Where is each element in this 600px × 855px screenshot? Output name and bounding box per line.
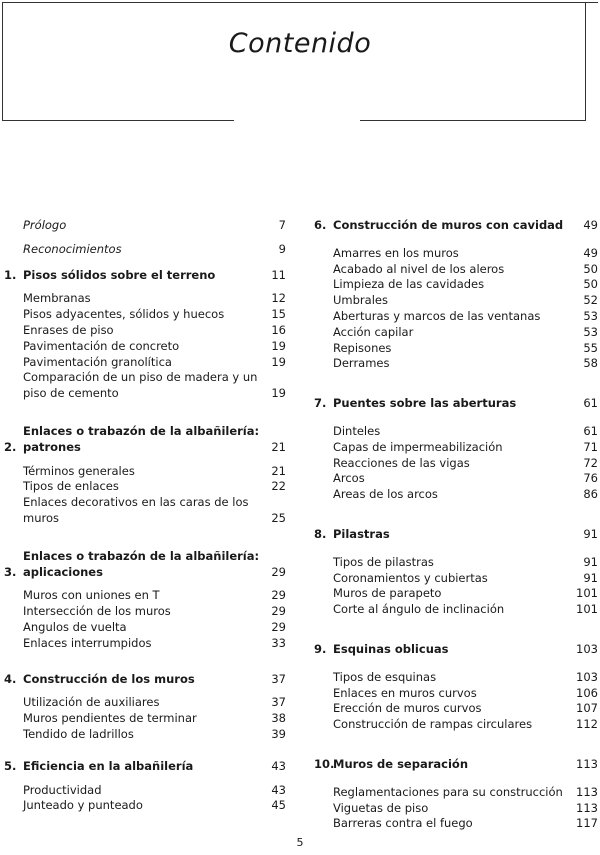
toc-page-number: 29: [271, 588, 286, 603]
toc-chapter-block: [314, 527, 598, 618]
toc-page-number: 29: [271, 619, 286, 634]
toc-page-number: 49: [583, 245, 598, 260]
toc-page-number: 58: [583, 356, 598, 371]
header-frame-left: [2, 2, 3, 120]
toc-page-number: 113: [576, 800, 598, 815]
toc-page-number: 25: [271, 510, 286, 525]
toc-chapter-title: Construcción de los muros: [23, 671, 195, 686]
toc-chapter-block: [4, 549, 286, 652]
toc-chapter-number: 6.: [314, 218, 327, 232]
toc-chapter-heading: [314, 218, 598, 234]
toc-subentry-title: Aberturas y marcos de las ventanas: [333, 308, 541, 323]
toc-page-number: 37: [271, 671, 286, 686]
toc-subentry: [314, 325, 598, 341]
toc-page-number: 50: [583, 261, 598, 276]
toc-chapter-number: 4.: [4, 671, 17, 686]
toc-chapter-title: Pilastras: [333, 526, 390, 541]
toc-subentry: [314, 670, 598, 686]
toc-subentry-title: Tipos de enlaces: [23, 479, 119, 494]
toc-page-number: 103: [576, 669, 598, 684]
toc-page-number: 101: [576, 602, 598, 617]
toc-subentry: [314, 356, 598, 372]
toc-page-number: 45: [271, 798, 286, 813]
toc-subentry-title: Angulos de vuelta: [23, 619, 127, 634]
toc-chapter-title: Pisos sólidos sobre el terreno: [23, 267, 216, 282]
toc-chapter-title: Eficiencia en la albañilería: [23, 758, 194, 773]
toc-chapter-heading: [4, 549, 286, 581]
toc-chapter-block: [314, 396, 598, 503]
toc-page-number: 9: [278, 241, 286, 256]
header-frame-rule-right: [360, 120, 586, 121]
toc-subentry: [314, 801, 598, 817]
toc-subentry-title: Términos generales: [23, 463, 135, 478]
toc-subentry-title: Reglamentaciones para su construcción: [333, 784, 563, 799]
toc-subentry: [314, 424, 598, 440]
toc-subentry-title: Enlaces en muros curvos: [333, 685, 477, 700]
toc-page-number: 91: [583, 554, 598, 569]
toc-subentry-title: Pavimentación de concreto: [23, 338, 180, 353]
toc-chapter-title: Puentes sobre las aberturas: [333, 396, 517, 411]
toc-subentry: [4, 323, 286, 339]
toc-subentry: [4, 636, 286, 652]
toc-column-right: [314, 218, 598, 832]
toc-page-number: 52: [583, 293, 598, 308]
toc-chapter-heading: [314, 757, 598, 773]
toc-page-number: 55: [583, 340, 598, 355]
toc-chapter-heading: [4, 424, 286, 456]
toc-subentry: [4, 495, 286, 527]
toc-subentry: [4, 370, 286, 402]
toc-subentry-title: Utilización de auxiliares: [23, 695, 160, 710]
toc-chapter-number: 1.: [4, 267, 17, 282]
toc-page-number: 53: [583, 308, 598, 323]
toc-page-number: 16: [271, 322, 286, 337]
toc-column-left: [4, 218, 286, 814]
toc-chapter-heading: [4, 759, 286, 775]
toc-subentry: [314, 816, 598, 832]
toc-page-number: 113: [576, 784, 598, 799]
toc-subentry: [314, 440, 598, 456]
toc-subentry-title: Junteado y punteado: [23, 798, 143, 813]
toc-chapter-title: Enlaces o trabazón de la albañilería: aplicaciones: [23, 548, 260, 579]
toc-chapter-heading: [314, 527, 598, 543]
header-frame-rule-left: [2, 120, 234, 121]
toc-subentry: [314, 471, 598, 487]
toc-subentry: [4, 798, 286, 814]
toc-chapter-number: 5.: [4, 758, 17, 773]
toc-page-number: 53: [583, 324, 598, 339]
toc-subentry: [314, 602, 598, 618]
toc-subentry-title: Comparación de un piso de madera y un piso de cemento: [23, 370, 258, 401]
toc-chapter-number: 9.: [314, 641, 327, 656]
toc-chapter-heading: [314, 396, 598, 412]
toc-subentry-title: Muros pendientes de terminar: [23, 711, 197, 726]
toc-subentry-title: Muros de parapeto: [333, 586, 442, 601]
toc-page-number: 113: [576, 756, 598, 771]
toc-subentry: [314, 701, 598, 717]
toc-page-number: 91: [583, 526, 598, 541]
toc-page-number: 49: [583, 218, 598, 232]
toc-page-number: 7: [278, 218, 286, 232]
toc-subentry: [314, 277, 598, 293]
toc-subentry: [314, 686, 598, 702]
toc-subentry-title: Areas de los arcos: [333, 487, 438, 502]
toc-subentry: [314, 586, 598, 602]
toc-subentry-title: Intersección de los muros: [23, 604, 171, 619]
toc-page-number: 29: [271, 604, 286, 619]
toc-page-number: 33: [271, 635, 286, 650]
toc-subentry: [4, 711, 286, 727]
toc-subentry-title: Capas de impermeabilización: [333, 439, 503, 454]
toc-front-entry: [4, 218, 286, 234]
toc-subentry: [4, 307, 286, 323]
toc-subentry-title: Tipos de esquinas: [333, 669, 437, 684]
toc-subentry-title: Coronamientos y cubiertas: [333, 570, 488, 585]
toc-subentry-title: Viguetas de piso: [333, 800, 429, 815]
toc-subentry-title: Construcción de rampas circulares: [333, 717, 533, 732]
toc-page-number: 43: [271, 782, 286, 797]
toc-page-number: 61: [583, 423, 598, 438]
toc-subentry: [314, 341, 598, 357]
toc-subentry-title: Tipos de pilastras: [333, 554, 434, 569]
toc-page-number: 76: [583, 471, 598, 486]
toc-chapter-heading: [4, 672, 286, 688]
toc-chapter-block: [4, 672, 286, 743]
toc-chapter-block: [4, 268, 286, 402]
toc-chapter-title: Construcción de muros con cavidad: [333, 218, 564, 232]
toc-subentry: [314, 262, 598, 278]
toc-subentry: [314, 456, 598, 472]
toc-subentry-title: Reacciones de las vigas: [333, 455, 470, 470]
toc-page-number: 15: [271, 307, 286, 322]
toc-subentry: [4, 620, 286, 636]
toc-subentry: [4, 588, 286, 604]
toc-chapter-block: [314, 642, 598, 733]
toc-chapter-title: Muros de separación: [333, 756, 469, 771]
toc-page-number: 71: [583, 439, 598, 454]
toc-page-number: 38: [271, 711, 286, 726]
toc-subentry-title: Pavimentación granolítica: [23, 354, 172, 369]
toc-page-number: 22: [271, 479, 286, 494]
toc-subentry-title: Arcos: [333, 471, 365, 486]
toc-subentry: [314, 246, 598, 262]
toc-page-number: 117: [576, 816, 598, 831]
header-frame-top: [2, 2, 598, 3]
toc-subentry-title: Muros con uniones en T: [23, 588, 160, 603]
toc-subentry-title: Productividad: [23, 782, 102, 797]
toc-page-number: 61: [583, 396, 598, 411]
toc-subentry-title: Enlaces interrumpidos: [23, 635, 152, 650]
toc-chapter-title: Enlaces o trabazón de la albañilería: patrones: [23, 423, 260, 454]
toc-subentry-title: Limpieza de las cavidades: [333, 277, 485, 292]
toc-subentry-title: Membranas: [23, 291, 91, 306]
toc-chapter-block: [314, 757, 598, 832]
toc-chapter-number: 2.: [4, 439, 17, 454]
toc-subentry-title: Corte al ángulo de inclinación: [333, 602, 505, 617]
toc-page-number: 39: [271, 726, 286, 741]
toc-page-number: 21: [271, 439, 286, 454]
toc-chapter-block: [4, 759, 286, 814]
toc-subentry: [4, 464, 286, 480]
toc-subentry-title: Dinteles: [333, 423, 381, 438]
toc-chapter-block: [4, 424, 286, 527]
toc-front-title: Reconocimientos: [23, 241, 122, 256]
toc-subentry: [314, 309, 598, 325]
toc-subentry-title: Acción capilar: [333, 324, 414, 339]
toc-chapter-block: [314, 218, 598, 372]
toc-chapter-number: 8.: [314, 526, 327, 541]
page-title: Contenido: [228, 28, 372, 59]
toc-page-number: 107: [576, 701, 598, 716]
toc-subentry-title: Umbrales: [333, 293, 388, 308]
toc-page-number: 19: [271, 354, 286, 369]
toc-subentry: [4, 783, 286, 799]
toc-subentry: [4, 727, 286, 743]
toc-page-number: 103: [576, 641, 598, 656]
toc-page-number: 29: [271, 564, 286, 579]
toc-subentry: [314, 717, 598, 733]
toc-subentry-title: Derrames: [333, 356, 390, 371]
toc-subentry-title: Enlaces decorativos en las caras de los muros: [23, 495, 249, 525]
toc-subentry-title: Tendido de ladrillos: [23, 726, 134, 741]
toc-page-number: 43: [271, 758, 286, 773]
toc-subentry-title: Erección de muros curvos: [333, 701, 482, 716]
toc-subentry: [4, 355, 286, 371]
toc-subentry: [314, 571, 598, 587]
toc-subentry-title: Amarres en los muros: [333, 245, 459, 260]
toc-page-number: 21: [271, 463, 286, 478]
toc-subentry: [314, 487, 598, 503]
toc-subentry-title: Repisones: [333, 340, 392, 355]
toc-subentry: [314, 555, 598, 571]
toc-subentry: [4, 291, 286, 307]
toc-page-number: 37: [271, 695, 286, 710]
toc-page-number: 106: [576, 685, 598, 700]
toc-page-number: 19: [271, 338, 286, 353]
toc-subentry: [4, 604, 286, 620]
toc-front-entry: [4, 242, 286, 258]
toc-subentry-title: Barreras contra el fuego: [333, 816, 473, 831]
page-number: 5: [296, 836, 304, 849]
toc-subentry: [4, 695, 286, 711]
toc-subentry-title: Pisos adyacentes, sólidos y huecos: [23, 307, 225, 322]
toc-subentry: [314, 785, 598, 801]
toc-subentry: [4, 339, 286, 355]
toc-page-number: 112: [576, 717, 598, 732]
toc-subentry-title: Enrases de piso: [23, 322, 114, 337]
toc-page-number: 91: [583, 570, 598, 585]
toc-subentry: [4, 479, 286, 495]
toc-page-number: 101: [576, 586, 598, 601]
toc-chapter-number: 10.: [314, 756, 335, 771]
toc-chapter-heading: [4, 268, 286, 284]
header-frame-right: [585, 2, 586, 120]
toc-chapter-number: 7.: [314, 396, 327, 411]
toc-subentry: [314, 293, 598, 309]
toc-front-title: Prólogo: [23, 218, 67, 232]
toc-page-number: 12: [271, 291, 286, 306]
toc-chapter-heading: [314, 642, 598, 658]
toc-chapter-number: 3.: [4, 564, 17, 579]
toc-subentry-title: Acabado al nivel de los aleros: [333, 261, 505, 276]
toc-page-number: 11: [271, 267, 286, 282]
toc-page-number: 86: [583, 487, 598, 502]
toc-chapter-title: Esquinas oblicuas: [333, 641, 449, 656]
toc-page-number: 72: [583, 455, 598, 470]
toc-page-number: 50: [583, 277, 598, 292]
toc-page-number: 19: [271, 386, 286, 401]
